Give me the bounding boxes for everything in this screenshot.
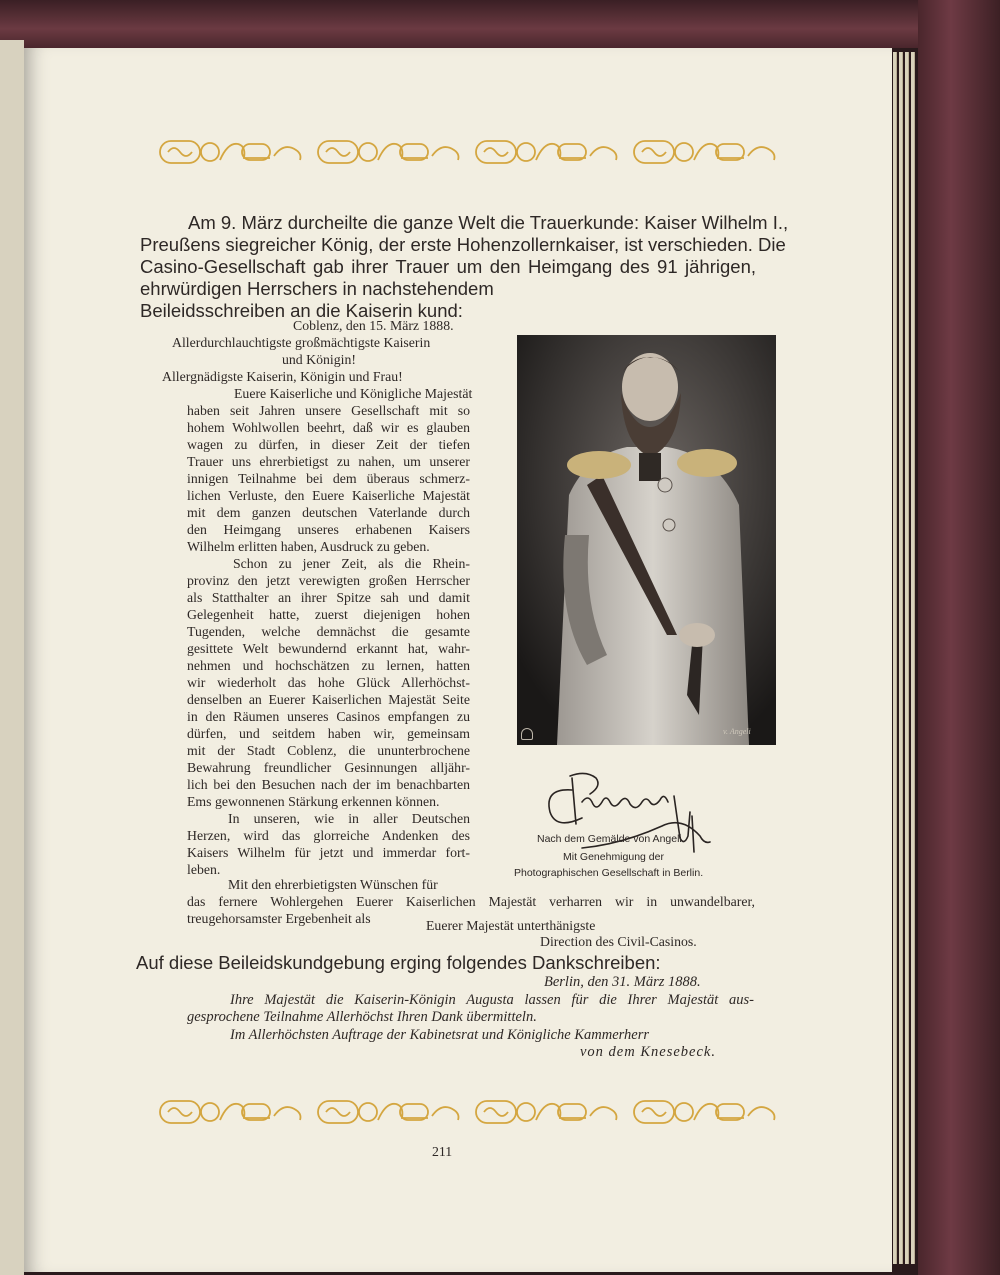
letter-line: Bewahrung freundlicher Gesinnungen alljähr- <box>187 760 470 775</box>
letter-line: wagen zu dürfen, in dieser Zeit der tiefen <box>187 437 470 452</box>
letter-line: Herzen, wird das glorreiche Andenken des <box>187 828 470 843</box>
portrait-photo <box>517 335 776 745</box>
letter-line: In unseren, wie in aller Deutschen <box>228 811 470 826</box>
letter-line: treugehorsamster Ergebenheit als <box>187 911 371 926</box>
book-page <box>24 48 892 1272</box>
reply-line: gesprochene Teilnahme Allerhöchst Ihren Dank übermitteln. <box>187 1009 537 1025</box>
intro-line: Preußens siegreicher König, der erste Hohenzollernkaiser, ist verschieden. Die <box>140 234 786 255</box>
figure-caption: Mit Genehmigung der <box>563 851 664 863</box>
letter-closing: Euerer Majestät unterthänigste <box>426 918 596 933</box>
portrait-illustration <box>517 335 776 745</box>
letter-line: innigen Teilnahme bei dem überaus schmerz- <box>187 471 470 486</box>
letter-line: nehmen und hochschätzen zu lernen, hatten <box>187 658 470 673</box>
reply-intro: Auf diese Beileidskundgebung erging folgendes Dankschreiben: <box>136 952 661 973</box>
letter-sender: Direction des Civil-Casinos. <box>540 934 697 949</box>
letter-place-date: Coblenz, den 15. März 1888. <box>293 318 454 333</box>
letter-line: Schon zu jener Zeit, als die Rhein- <box>233 556 470 571</box>
page-edge <box>893 52 897 1264</box>
letter-line: Kaisers Wilhelm für jetzt und immerdar fort- <box>187 845 470 860</box>
letter-line: provinz den jetzt verewigten großen Herrscher <box>187 573 470 588</box>
page-edge <box>911 52 915 1264</box>
letter-line: Trauer uns ehrerbietigst zu nahen, um unserer <box>187 454 470 469</box>
intro-line: Beileidsschreiben an die Kaiserin kund: <box>140 300 463 321</box>
letter-line: Tugenden, welche demnächst die gesamte <box>187 624 470 639</box>
intro-line: ehrwürdigen Herrschers in nachstehendem <box>140 278 494 299</box>
reply-line: Im Allerhöchsten Auftrage der Kabinetsrat und Königliche Kammerherr <box>230 1027 650 1043</box>
page-number: 211 <box>432 1144 453 1159</box>
letter-line: als Statthalter an ihrer Spitze sah und damit <box>187 590 470 605</box>
letter-line: leben. <box>187 862 221 877</box>
ornamental-border-top <box>158 136 788 168</box>
letter-line: das fernere Wohlergehen Euerer Kaiserlichen Majestät verharren wir in unwandelbarer, <box>187 894 755 909</box>
letter-line: denselben an Euerer Kaiserlichen Majestät Seite <box>187 692 470 707</box>
figure-caption: Photographischen Gesellschaft in Berlin. <box>514 867 704 879</box>
letter-line: mit dem ganzen deutschen Vaterlande durch <box>187 505 470 520</box>
letter-line: mit der Stadt Coblenz, die ununterbrochene <box>187 743 470 758</box>
figure-caption: Nach dem Gemälde von Angeli. <box>537 833 685 845</box>
letter-line: gesittete Welt bewundernd erkannt hat, wahr- <box>187 641 470 656</box>
page-edge <box>905 52 909 1264</box>
intro-line: Casino-Gesellschaft gab ihrer Trauer um den Heimgang des 91 jährigen, <box>140 256 756 277</box>
letter-line: Gelegenheit hatte, zuerst diejenigen hohen <box>187 607 470 622</box>
letter-line: lichen Verluste, den Euere Kaiserliche Majestät <box>187 488 470 503</box>
reply-place-date: Berlin, den 31. März 1888. <box>544 974 701 990</box>
letter-address: Allerdurchlauchtigste großmächtigste Kaiserin <box>172 335 431 350</box>
publisher-emblem-icon <box>521 728 533 740</box>
book-cover-right <box>918 0 1000 1275</box>
painter-mark: v. Angeli <box>723 727 751 736</box>
letter-line: wir wiederholt das hohe Glück Allerhöchst- <box>187 675 470 690</box>
book-cover-top <box>0 0 1000 48</box>
letter-line: haben seit Jahren unsere Gesellschaft mit so <box>187 403 470 418</box>
ornamental-border-bottom <box>158 1096 788 1128</box>
friedrich-signature <box>542 766 712 864</box>
letter-line: Euere Kaiserliche und Königliche Majestät <box>234 386 473 401</box>
facing-page-edge <box>0 40 24 1275</box>
letter-line: den Heimgang unseres erhabenen Kaisers <box>187 522 470 537</box>
reply-line: Ihre Majestät die Kaiserin-Königin Augusta lassen für die Ihrer Majestät aus- <box>230 992 754 1008</box>
letter-line: lich bei den Besuchen nach der im benachbarten <box>187 777 470 792</box>
letter-line: Ems gewonnenen Stärkung erkennen können. <box>187 794 440 809</box>
letter-line: Mit den ehrerbietigsten Wünschen für <box>228 877 438 892</box>
letter-line: in den Räumen unseres Casinos empfangen zu <box>187 709 470 724</box>
page-edge <box>899 52 903 1264</box>
reply-signature: von dem Knesebeck. <box>580 1044 716 1060</box>
letter-line: dürfen, und seitdem haben wir, gemeinsam <box>187 726 470 741</box>
letter-salutation: Allergnädigste Kaiserin, Königin und Frau! <box>162 369 403 384</box>
letter-line: Wilhelm erlitten haben, Ausdruck zu geben. <box>187 539 430 554</box>
letter-address: und Königin! <box>282 352 356 367</box>
intro-line: Am 9. März durcheilte die ganze Welt die Trauerkunde: Kaiser Wilhelm I., <box>188 212 789 233</box>
letter-line: hohem Wohlwollen beehrt, daß wir es glauben <box>187 420 470 435</box>
